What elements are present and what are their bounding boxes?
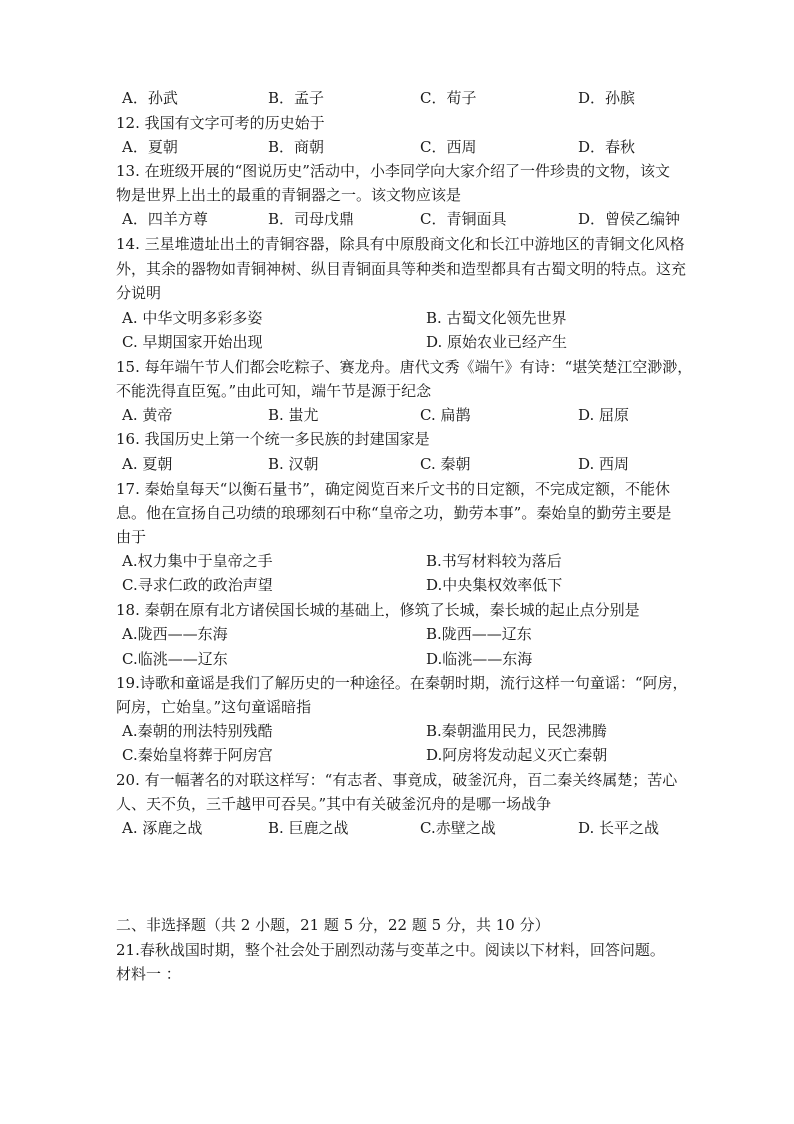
q13-option-b[interactable]: B．司母戊鼎 (268, 210, 355, 228)
q16-stem: 16. 我国历史上第一个统一多民族的封建国家是 (116, 430, 430, 448)
q13-stem-line2: 物是世界上出土的最重的青铜器之一。该文物应该是 (116, 186, 462, 204)
q14-options-row2 (122, 330, 722, 354)
q14-option-c[interactable]: C. 早期国家开始出现 (122, 333, 263, 351)
q15-options (122, 403, 722, 427)
q14-option-b[interactable]: B. 古蜀文化领先世界 (426, 309, 567, 327)
q11-option-b[interactable]: B．孟子 (268, 89, 325, 107)
q17-options-row1 (122, 549, 722, 573)
q20-stem-line1: 20. 有一幅著名的对联这样写：“有志者、事竟成，破釜沉舟，百二秦关终属楚；苦心 (116, 771, 678, 789)
q18-stem: 18. 秦朝在原有北方诸侯国长城的基础上，修筑了长城，秦长城的起止点分别是 (116, 601, 640, 619)
q18-options-row1 (122, 622, 722, 646)
q19-option-a[interactable]: A.秦朝的刑法特别残酷 (122, 722, 273, 740)
q12-option-a[interactable]: A．夏朝 (122, 138, 178, 156)
q20-option-d[interactable]: D. 长平之战 (578, 819, 660, 837)
q16-option-c[interactable]: C. 秦朝 (420, 455, 471, 473)
q11-option-c[interactable]: C．荀子 (420, 89, 477, 107)
q19-stem-line1: 19.诗歌和童谣是我们了解历史的一种途径。在秦朝时期，流行这样一句童谣：“阿房， (116, 674, 688, 692)
q16-option-d[interactable]: D. 西周 (578, 455, 630, 473)
q14-option-a[interactable]: A. 中华文明多彩多姿 (122, 309, 263, 327)
q14-stem-line3: 分说明 (116, 284, 162, 302)
q12-option-b[interactable]: B．商朝 (268, 138, 325, 156)
q12-options (122, 135, 722, 159)
q17-stem-line1: 17. 秦始皇每天“以衡石量书”，确定阅览百来斤文书的日定额，不完成定额，不能休 (116, 480, 670, 498)
q17-stem-line2: 息。他在宣扬自己功绩的琅琊刻石中称“皇帝之功，勤劳本事”。秦始皇的勤劳主要是 (116, 504, 672, 522)
q21-material-label: 材料一 ： (116, 965, 181, 983)
q12-option-c[interactable]: C．西周 (420, 138, 477, 156)
q13-options (122, 207, 722, 231)
q14-options-row1 (122, 306, 722, 330)
q18-option-d[interactable]: D.临洮——东海 (426, 650, 533, 668)
q20-options (122, 816, 722, 840)
q20-option-c[interactable]: C.赤壁之战 (420, 819, 496, 837)
q20-stem-line2: 人、天不负，三千越甲可吞吴。”其中有关破釜沉舟的是哪一场战争 (116, 795, 552, 813)
q19-option-b[interactable]: B.秦朝滥用民力，民怨沸腾 (426, 722, 607, 740)
q19-option-c[interactable]: C.秦始皇将葬于阿房宫 (122, 746, 273, 764)
q17-option-d[interactable]: D.中央集权效率低下 (426, 576, 563, 594)
q15-stem-line2: 不能洗得直臣冤。”由此可知，端午节是源于纪念 (116, 382, 432, 400)
q14-option-d[interactable]: D. 原始农业已经产生 (426, 333, 568, 351)
q13-option-a[interactable]: A．四羊方尊 (122, 210, 208, 228)
q16-options (122, 452, 722, 476)
q18-option-a[interactable]: A.陇西——东海 (122, 625, 228, 643)
q18-option-c[interactable]: C.临洮——辽东 (122, 650, 228, 668)
q14-stem-line2: 外，其余的器物如青铜神树、纵目青铜面具等种类和造型都具有古蜀文明的特点。这充 (116, 260, 687, 278)
q17-options-row2 (122, 573, 722, 597)
q12-option-d[interactable]: D．春秋 (578, 138, 636, 156)
q17-option-b[interactable]: B.书写材料较为落后 (426, 552, 562, 570)
section2-heading: 二、非选择题（共 2 小题，21 题 5 分，22 题 5 分，共 10 分） (116, 916, 550, 934)
q13-option-c[interactable]: C．青铜面具 (420, 210, 507, 228)
q16-option-b[interactable]: B. 汉朝 (268, 455, 319, 473)
q19-stem-line2: 阿房，亡始皇。”这句童谣暗指 (116, 698, 312, 716)
q15-stem-line1: 15. 每年端午节人们都会吃粽子、赛龙舟。唐代文秀《端午》有诗：“堪笑楚江空渺渺， (116, 358, 693, 376)
q19-options-row1 (122, 719, 722, 743)
q18-option-b[interactable]: B.陇西——辽东 (426, 625, 532, 643)
q17-stem-line3: 由于 (116, 528, 147, 546)
q20-option-a[interactable]: A. 涿鹿之战 (122, 819, 203, 837)
q11-options (122, 86, 722, 110)
q16-option-a[interactable]: A. 夏朝 (122, 455, 173, 473)
q11-option-d[interactable]: D．孙膑 (578, 89, 636, 107)
q15-option-d[interactable]: D. 屈原 (578, 406, 630, 424)
q21-stem: 21.春秋战国时期，整个社会处于剧烈动荡与变革之中。阅读以下材料，回答问题。 (116, 941, 665, 959)
q20-option-b[interactable]: B. 巨鹿之战 (268, 819, 349, 837)
q15-option-b[interactable]: B. 蚩尤 (268, 406, 319, 424)
q13-stem-line1: 13. 在班级开展的“图说历史”活动中，小李同学向大家介绍了一件珍贵的文物，该文 (116, 162, 670, 180)
q11-option-a[interactable]: A．孙武 (122, 89, 178, 107)
q15-option-a[interactable]: A. 黄帝 (122, 406, 173, 424)
q12-stem: 12. 我国有文字可考的历史始于 (116, 114, 325, 132)
q17-option-a[interactable]: A.权力集中于皇帝之手 (122, 552, 273, 570)
q17-option-c[interactable]: C.寻求仁政的政治声望 (122, 576, 273, 594)
q15-option-c[interactable]: C. 扁鹊 (420, 406, 471, 424)
q13-option-d[interactable]: D．曾侯乙编钟 (578, 210, 681, 228)
q19-options-row2 (122, 743, 722, 767)
q14-stem-line1: 14. 三星堆遗址出土的青铜容器，除具有中原殷商文化和长江中游地区的青铜文化风格 (116, 235, 685, 253)
q18-options-row2 (122, 647, 722, 671)
q19-option-d[interactable]: D.阿房将发动起义灭亡秦朝 (426, 746, 608, 764)
